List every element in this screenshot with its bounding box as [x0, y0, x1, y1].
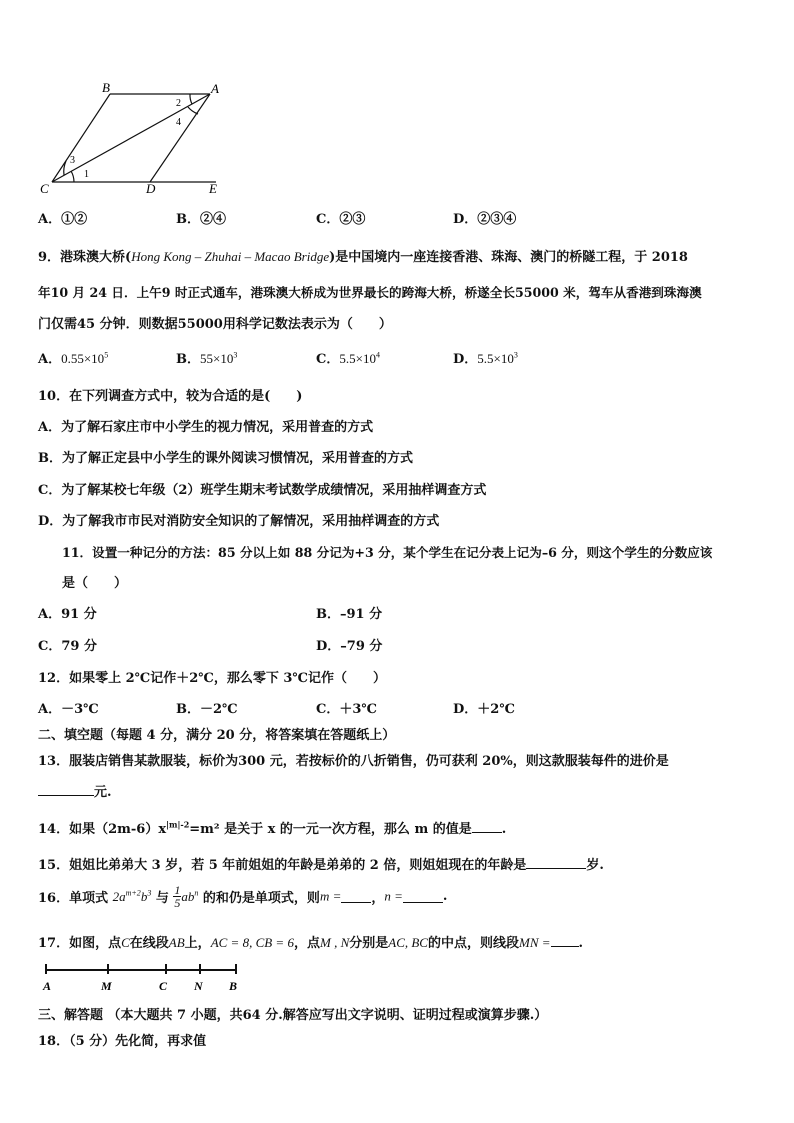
q9-option-d-letter: D． — [453, 352, 478, 367]
q13-answer-blank[interactable] — [38, 783, 94, 796]
q12-option-a: A．－3℃ — [38, 702, 99, 717]
q14-exponent: |m|-2 — [166, 819, 190, 830]
q10-option-a: A．为了解石家庄市中小学生的视力情况，采用普查的方式 — [38, 420, 374, 435]
q9-line1-a: 9．港珠澳大桥( — [38, 250, 132, 265]
point-d-label: D — [146, 181, 156, 196]
q16-term2 — [181, 889, 198, 904]
point-c-label: C — [40, 181, 49, 196]
q9-option-a — [38, 348, 108, 367]
segment-label-a: A — [43, 979, 52, 993]
q16-middle: 的和仍是单项式，则 — [202, 891, 320, 906]
q15-suffix: 岁. — [586, 858, 604, 873]
q9-option-b — [176, 348, 237, 367]
q17-mn: M , N — [319, 935, 350, 950]
q9-option-d-exp: 3 — [513, 350, 518, 360]
q15-answer-blank[interactable] — [526, 856, 586, 869]
q16-n-eq: n = — [384, 888, 403, 904]
q11-line1: 11．设置一种记分的方法：85 分以上如 88 分记为+3 分，某个学生在记分表上记为–6 分，则这个学生的分数应该 — [62, 545, 713, 560]
q9-option-b-base: 55×10 — [200, 351, 234, 366]
q17-mneq: MN = — [519, 935, 551, 950]
q17-mid3: 的中点，则线段 — [427, 936, 519, 951]
q8-option-d-text: ②③④ — [477, 212, 517, 227]
q16-term2-exp: n — [194, 888, 199, 898]
q12-option-b: B．－2℃ — [176, 702, 238, 717]
segment-label-m: M — [101, 979, 112, 993]
parallelogram-figure — [38, 80, 228, 198]
angle-3-label: 3 — [70, 155, 75, 166]
q17-c: C — [121, 935, 130, 950]
q14-middle: =m² 是关于 x 的一元一次方程，那么 m 的值是 — [189, 822, 472, 837]
q16-m-blank[interactable] — [341, 890, 371, 903]
q17-acbc: AC, BC — [388, 935, 428, 950]
q16-n-blank[interactable] — [403, 890, 443, 903]
q9-bridge-english: Hong Kong – Zhuhai – Macao Bridge — [131, 249, 330, 264]
q16-suffix: . — [442, 889, 448, 904]
q17-ab: AB — [168, 935, 185, 950]
q16-prefix: 16．单项式 — [38, 891, 109, 906]
q9-option-d-base: 5.5×10 — [477, 351, 514, 366]
q11-option-b: B．–91 分 — [316, 607, 383, 622]
q17-comma1: 上， — [184, 936, 211, 951]
q13-line1: 13．服装店销售某款服装，标价为300 元，若按标价的八折销售，仍可获利 20%，则这款服装每件的进价是 — [38, 754, 669, 769]
q17-mid1: ，点 — [293, 936, 320, 951]
q16-m-eq: m = — [319, 888, 342, 904]
q16-term1 — [113, 889, 152, 904]
point-b-label: B — [102, 80, 110, 95]
q8-option-a-letter: A． — [38, 212, 62, 227]
segment-figure — [40, 960, 250, 996]
q17-suffix: . — [578, 936, 584, 951]
q11-option-a: A．91 分 — [38, 607, 97, 622]
q8-option-b-text: ②④ — [200, 212, 227, 227]
q15-line — [38, 854, 604, 873]
q13-suffix: 元. — [94, 785, 112, 800]
q16-comma: ， — [371, 891, 385, 906]
q17-line — [38, 932, 583, 951]
angle-2-label: 2 — [176, 98, 181, 109]
q16-term1-coef: 2a — [112, 888, 126, 904]
q11-option-d: D．–79 分 — [316, 639, 383, 654]
q18-stem: 18．（5 分）先化简，再求值 — [38, 1034, 207, 1049]
segment-label-n: N — [194, 979, 203, 993]
q8-option-d — [453, 208, 516, 227]
q9-option-a-letter: A． — [38, 352, 62, 367]
q8-option-c — [316, 208, 365, 227]
q16-frac-den: 5 — [174, 896, 181, 910]
q9-option-c-exp: 4 — [375, 350, 380, 360]
q9-option-c — [316, 348, 380, 367]
q16-frac-num: 1 — [174, 883, 181, 897]
q9-line1-b: )是中国境内一座连接香港、珠海、澳门的桥隧工程，于 2018 — [329, 250, 688, 265]
q16-term1-exp: m+2 — [125, 888, 141, 898]
q15-prefix: 15．姐姐比弟弟大 3 岁，若 5 年前姐姐的年龄是弟弟的 2 倍，则姐姐现在的年龄是 — [38, 858, 527, 873]
q16-line — [38, 884, 447, 909]
q8-option-c-text: ②③ — [339, 212, 366, 227]
q9-option-c-letter: C． — [316, 352, 340, 367]
q9-option-d — [453, 348, 518, 367]
point-e-label: E — [209, 181, 217, 196]
q10-option-b: B．为了解正定县中小学生的课外阅读习惯情况，采用普查的方式 — [38, 451, 413, 466]
q16-term2-base: ab — [181, 888, 195, 904]
point-a-label: A — [211, 81, 219, 96]
q17-mid2: 分别是 — [349, 936, 389, 951]
q8-option-c-letter: C． — [316, 212, 340, 227]
q17-eq: AC = 8, CB = 6 — [210, 935, 294, 950]
q17-answer-blank[interactable] — [551, 934, 579, 947]
section-3-heading: 三、解答题 （本大题共 7 小题，共64 分.解答应写出文字说明、证明过程或演算步骤.） — [38, 1008, 548, 1023]
angle-4-label: 4 — [176, 117, 181, 128]
q16-term1-bexp: 3 — [147, 888, 152, 898]
q14-answer-blank[interactable] — [472, 820, 502, 833]
q17-on: 在线段 — [129, 936, 169, 951]
q11-line2: 是（ ） — [62, 576, 128, 591]
q8-option-b — [176, 208, 226, 227]
q14-line — [38, 818, 506, 837]
q9-line2: 年10 月 24 日．上午9 时正式通车，港珠澳大桥成为世界最长的跨海大桥，桥遂全长55000 米，驾车从香港到珠海澳 — [38, 285, 702, 300]
q8-option-a-text: ①② — [61, 212, 88, 227]
q12-option-c: C．＋3℃ — [316, 702, 377, 717]
q12-option-d: D．＋2℃ — [453, 702, 515, 717]
q10-option-c: C．为了解某校七年级（2）班学生期末考试数学成绩情况，采用抽样调查方式 — [38, 483, 487, 498]
q8-option-a — [38, 208, 87, 227]
q9-line1 — [38, 246, 688, 265]
q9-option-c-base: 5.5×10 — [339, 351, 376, 366]
segment-label-b: B — [229, 979, 238, 993]
q14-prefix: 14．如果（2m-6）x — [38, 822, 167, 837]
q10-stem: 10．在下列调查方式中，较为合适的是( ) — [38, 389, 303, 404]
q10-option-d: D．为了解我市市民对消防安全知识的了解情况，采用抽样调查的方式 — [38, 514, 440, 529]
q14-suffix: . — [501, 822, 507, 837]
q16-with: 与 — [155, 891, 169, 906]
q13-line2 — [38, 781, 112, 800]
section-2-heading: 二、填空题（每题 4 分，满分 20 分，将答案填在答题纸上） — [38, 728, 396, 743]
q9-option-b-exp: 3 — [233, 350, 238, 360]
q8-option-b-letter: B． — [176, 212, 200, 227]
q9-line3: 门仅需45 分钟．则数据55000用科学记数法表示为（ ） — [38, 317, 392, 332]
q9-option-a-exp: 5 — [104, 350, 109, 360]
q12-stem: 12．如果零上 2℃记作＋2℃，那么零下 3℃记作（ ） — [38, 671, 387, 686]
angle-1-label: 1 — [84, 169, 89, 180]
q9-option-a-base: 0.55×10 — [61, 351, 105, 366]
q17-prefix: 17．如图，点 — [38, 936, 122, 951]
segment-label-c: C — [159, 979, 168, 993]
q16-term1-b: b — [140, 888, 148, 904]
q8-option-d-letter: D． — [453, 212, 478, 227]
q11-option-c: C．79 分 — [38, 639, 97, 654]
q9-option-b-letter: B． — [176, 352, 200, 367]
